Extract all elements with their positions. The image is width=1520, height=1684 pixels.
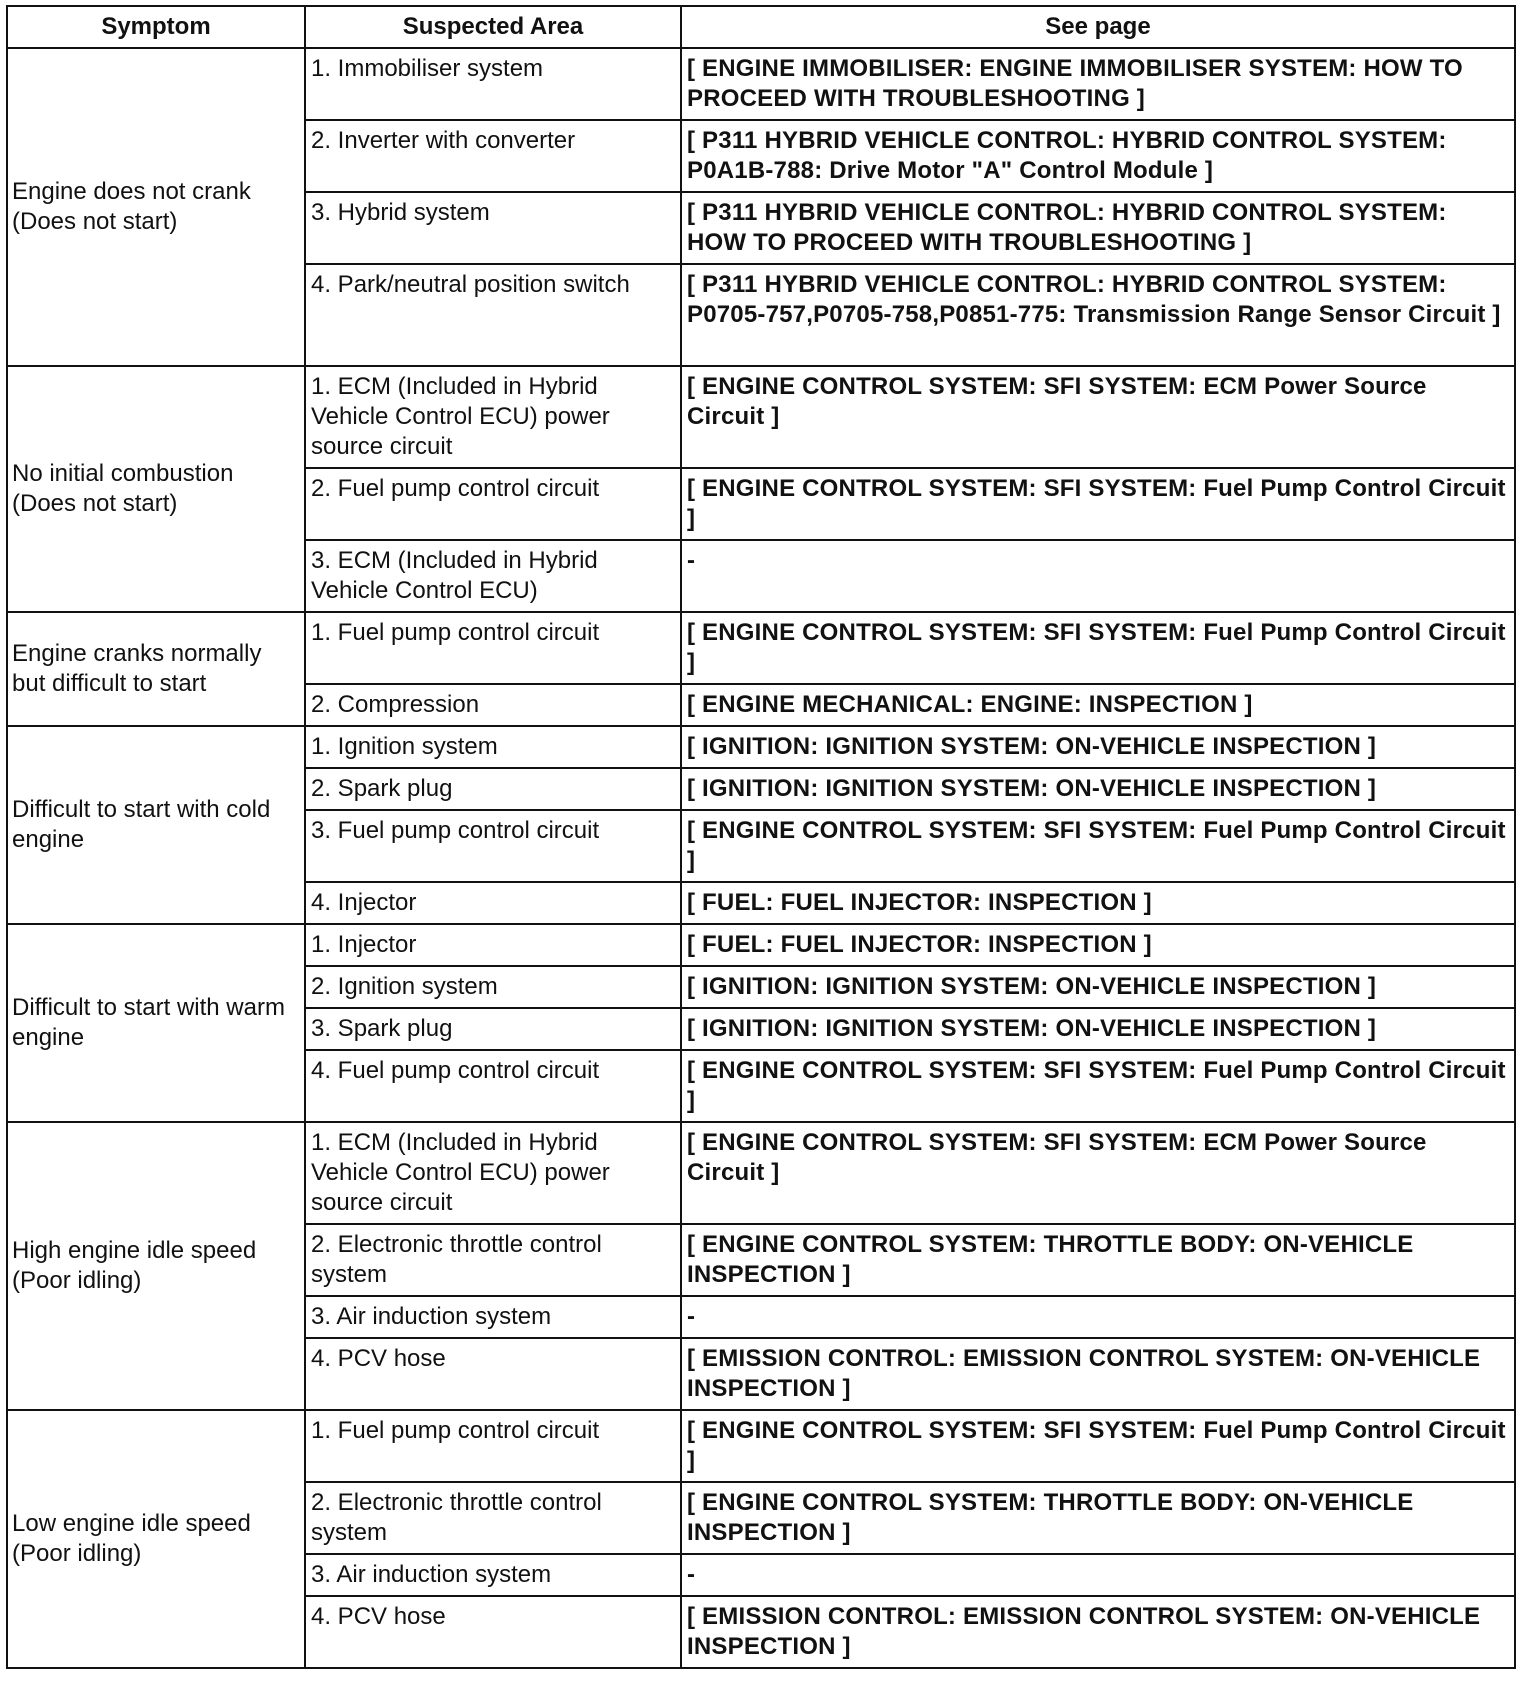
see-page-reference[interactable]: [ ENGINE CONTROL SYSTEM: SFI SYSTEM: Fuel Pump Control Circuit ] [681,810,1515,882]
suspected-area-cell: 3. Hybrid system [305,192,681,264]
see-page-reference[interactable]: [ ENGINE CONTROL SYSTEM: THROTTLE BODY: ON-VEHICLE INSPECTION ] [681,1482,1515,1554]
see-page-reference: - [681,1296,1515,1338]
suspected-area-cell: 2. Fuel pump control circuit [305,468,681,540]
suspected-area-cell: 4. PCV hose [305,1338,681,1410]
see-page-reference: - [681,1554,1515,1596]
see-page-reference[interactable]: [ FUEL: FUEL INJECTOR: INSPECTION ] [681,882,1515,924]
suspected-area-cell: 4. Fuel pump control circuit [305,1050,681,1122]
symptom-cell: High engine idle speed (Poor idling) [7,1122,305,1410]
see-page-reference[interactable]: [ IGNITION: IGNITION SYSTEM: ON-VEHICLE INSPECTION ] [681,726,1515,768]
see-page-reference[interactable]: [ ENGINE CONTROL SYSTEM: SFI SYSTEM: Fuel Pump Control Circuit ] [681,612,1515,684]
see-page-reference[interactable]: [ ENGINE CONTROL SYSTEM: SFI SYSTEM: ECM Power Source Circuit ] [681,366,1515,468]
see-page-reference[interactable]: [ P311 HYBRID VEHICLE CONTROL: HYBRID CONTROL SYSTEM: HOW TO PROCEED WITH TROUBLESHOOTING ] [681,192,1515,264]
table-row [7,366,1515,468]
suspected-area-cell: 3. Air induction system [305,1296,681,1338]
suspected-area-cell: 3. ECM (Included in Hybrid Vehicle Control ECU) [305,540,681,612]
suspected-area-cell: 3. Fuel pump control circuit [305,810,681,882]
table-row [7,726,1515,768]
see-page-reference[interactable]: [ ENGINE IMMOBILISER: ENGINE IMMOBILISER SYSTEM: HOW TO PROCEED WITH TROUBLESHOOTING ] [681,48,1515,120]
symptom-cell: No initial combustion (Does not start) [7,366,305,612]
suspected-area-cell: 2. Spark plug [305,768,681,810]
symptom-cell: Engine does not crank (Does not start) [7,48,305,366]
table-row [7,1122,1515,1224]
suspected-area-cell: 2. Electronic throttle control system [305,1482,681,1554]
symptom-cell: Difficult to start with warm engine [7,924,305,1122]
suspected-area-cell: 1. ECM (Included in Hybrid Vehicle Control ECU) power source circuit [305,366,681,468]
see-page-reference: - [681,540,1515,612]
suspected-area-cell: 3. Air induction system [305,1554,681,1596]
see-page-reference[interactable]: [ P311 HYBRID VEHICLE CONTROL: HYBRID CONTROL SYSTEM: P0A1B-788: Drive Motor "A" Control Module ] [681,120,1515,192]
see-page-reference[interactable]: [ ENGINE CONTROL SYSTEM: SFI SYSTEM: ECM Power Source Circuit ] [681,1122,1515,1224]
see-page-reference[interactable]: [ ENGINE CONTROL SYSTEM: SFI SYSTEM: Fuel Pump Control Circuit ] [681,1410,1515,1482]
suspected-area-cell: 3. Spark plug [305,1008,681,1050]
suspected-area-cell: 1. Fuel pump control circuit [305,612,681,684]
header-symptom: Symptom [7,6,305,48]
suspected-area-cell: 4. PCV hose [305,1596,681,1668]
see-page-reference[interactable]: [ IGNITION: IGNITION SYSTEM: ON-VEHICLE INSPECTION ] [681,1008,1515,1050]
header-see-page: See page [681,6,1515,48]
see-page-reference[interactable]: [ EMISSION CONTROL: EMISSION CONTROL SYSTEM: ON-VEHICLE INSPECTION ] [681,1338,1515,1410]
suspected-area-cell: 1. Ignition system [305,726,681,768]
see-page-reference[interactable]: [ ENGINE CONTROL SYSTEM: SFI SYSTEM: Fuel Pump Control Circuit ] [681,1050,1515,1122]
suspected-area-cell: 4. Injector [305,882,681,924]
see-page-reference[interactable]: [ FUEL: FUEL INJECTOR: INSPECTION ] [681,924,1515,966]
suspected-area-cell: 1. Immobiliser system [305,48,681,120]
symptom-cell: Engine cranks normally but difficult to start [7,612,305,726]
symptom-table [6,5,1516,1669]
header-suspected-area: Suspected Area [305,6,681,48]
suspected-area-cell: 2. Compression [305,684,681,726]
see-page-reference[interactable]: [ ENGINE MECHANICAL: ENGINE: INSPECTION ] [681,684,1515,726]
see-page-reference[interactable]: [ IGNITION: IGNITION SYSTEM: ON-VEHICLE INSPECTION ] [681,966,1515,1008]
see-page-reference[interactable]: [ IGNITION: IGNITION SYSTEM: ON-VEHICLE INSPECTION ] [681,768,1515,810]
suspected-area-cell: 1. Injector [305,924,681,966]
see-page-reference[interactable]: [ EMISSION CONTROL: EMISSION CONTROL SYSTEM: ON-VEHICLE INSPECTION ] [681,1596,1515,1668]
suspected-area-cell: 2. Inverter with converter [305,120,681,192]
header-row [7,6,1515,48]
symptom-cell: Low engine idle speed (Poor idling) [7,1410,305,1668]
table-row [7,48,1515,120]
see-page-reference[interactable]: [ ENGINE CONTROL SYSTEM: SFI SYSTEM: Fuel Pump Control Circuit ] [681,468,1515,540]
symptom-cell: Difficult to start with cold engine [7,726,305,924]
table-row [7,924,1515,966]
suspected-area-cell: 2. Electronic throttle control system [305,1224,681,1296]
suspected-area-cell: 4. Park/neutral position switch [305,264,681,366]
suspected-area-cell: 2. Ignition system [305,966,681,1008]
see-page-reference[interactable]: [ P311 HYBRID VEHICLE CONTROL: HYBRID CONTROL SYSTEM: P0705-757,P0705-758,P0851-775: Transmission Range Sensor Circuit ] [681,264,1515,366]
see-page-reference[interactable]: [ ENGINE CONTROL SYSTEM: THROTTLE BODY: ON-VEHICLE INSPECTION ] [681,1224,1515,1296]
suspected-area-cell: 1. Fuel pump control circuit [305,1410,681,1482]
table-row [7,1410,1515,1482]
troubleshooting-table-container [6,5,1514,1669]
suspected-area-cell: 1. ECM (Included in Hybrid Vehicle Control ECU) power source circuit [305,1122,681,1224]
table-row [7,612,1515,684]
